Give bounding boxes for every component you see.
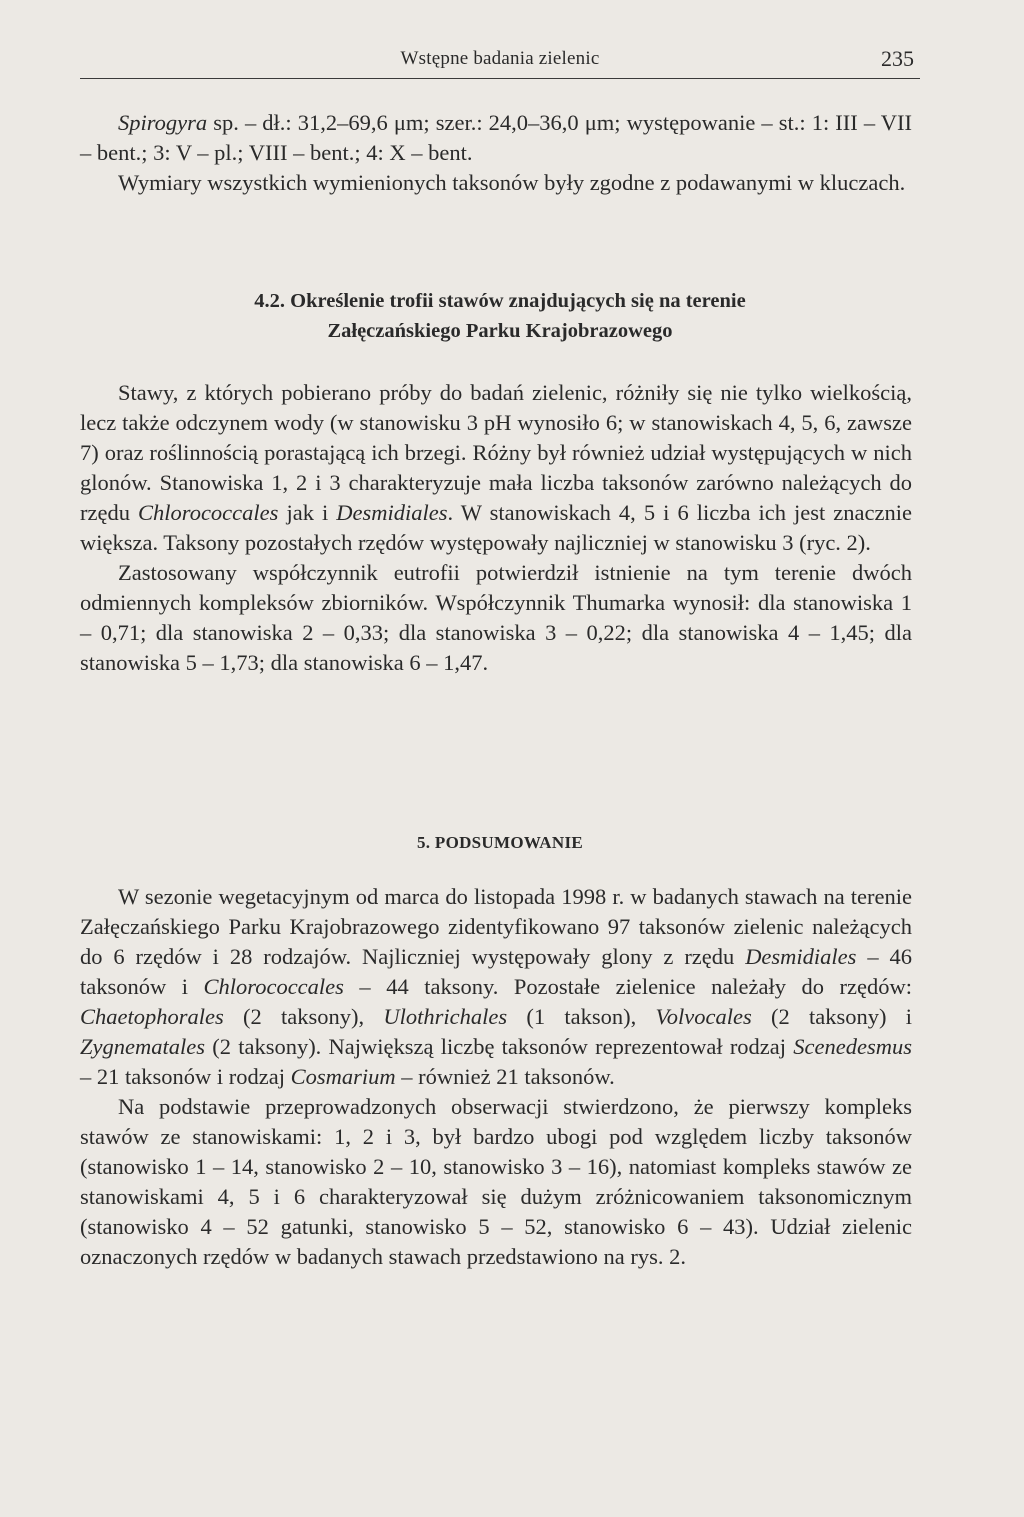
eutrophy-paragraph: Zastosowany współczynnik eutrofii potwierdził istnienie na tym terenie dwóch odmiennych kompleksów zbiorników. Współczynnik Thumarka wynosił: dla stanowiska 1 – 0,71; dla stanowiska 2 – 0,33; dla stanowiska 3 – 0,22; dla stanowiska 4 – 1,45; dla stanowiska 5 – 1,73; dla stanowiska 6 – 1,47. <box>80 560 912 675</box>
text-run: – również 21 taksonów. <box>395 1064 615 1089</box>
section-heading-line1: 4.2. Określenie trofii stawów znajdujących się na terenie <box>254 290 746 312</box>
taxon-name: Chaetophorales <box>80 1004 224 1029</box>
dimensions-paragraph: Wymiary wszystkich wymienionych taksonów były zgodne z podawanymi w kluczach. <box>118 170 906 195</box>
running-header <box>80 46 920 79</box>
section-heading-5: 5. PODSUMOWANIE <box>416 833 583 852</box>
section-heading-line2: Załęczańskiego Parku Krajobrazowego <box>327 320 673 342</box>
taxon-name: Zygnematales <box>80 1034 205 1059</box>
summary-body <box>80 882 912 1272</box>
genus-name: Spirogyra <box>118 110 208 135</box>
text-run: jak i <box>278 500 337 525</box>
taxon-name: Chlorococcales <box>203 974 344 999</box>
taxon-name: Chlorococcales <box>138 500 279 525</box>
taxon-name: Volvocales <box>655 1004 752 1029</box>
text-run: (2 taksony), <box>223 1004 384 1029</box>
ponds-paragraph <box>80 378 912 558</box>
taxon-name: Cosmarium <box>290 1064 396 1089</box>
text-run: (2 taksony) i <box>751 1004 913 1029</box>
summary-paragraph-2: Na podstawie przeprowadzonych obserwacji stwierdzono, że pierwszy kompleks stawów ze stanowiskami: 1, 2 i 3, był bardzo ubogi pod względem liczby taksonów (stanowisko 1 – 14, stanowisko 2 – 10, stanowisko 3 – 16), natomiast kompleks stawów ze stanowiskami 4, 5 i 6 charakteryzował się dużym zróżnicowaniem taksonomicznym (stanowisko 4 – 52 gatunki, stanowisko 5 – 52, stanowisko 6 – 43). Udział zielenic oznaczonych rzędów w badanych stawach przedstawiono na rys. 2. <box>80 1094 912 1269</box>
text-run: – 21 taksonów i rodzaj <box>80 1064 291 1089</box>
spirogyra-paragraph <box>80 108 912 168</box>
text-run: W sezonie wegetacyjnym od marca do listopada 1998 r. w badanych stawach na terenie Załęczańskiego Parku Krajobrazowego zidentyfikowano 97 taksonów zielenic należących do 6 rzędów i 28 rodzajów. Najliczniej występowały glony z rzędu <box>80 884 912 969</box>
text-run: (2 taksony). Największą liczbę taksonów reprezentował rodzaj <box>204 1034 794 1059</box>
section-heading-4-2 <box>80 286 920 346</box>
taxon-name: Scenedesmus <box>793 1034 912 1059</box>
spirogyra-text: sp. – dł.: 31,2–69,6 μm; szer.: 24,0–36,0 μm; występowanie – st.: 1: III – VII – bent.; 3: V – pl.; VIII – bent.; 4: X – bent. <box>80 110 912 165</box>
taxon-name: Desmidiales <box>336 500 448 525</box>
taxon-name: Desmidiales <box>745 944 857 969</box>
summary-paragraph-1 <box>80 882 912 1092</box>
text-run: – 46 taksonów i <box>80 944 912 999</box>
taxon-name: Ulothrichales <box>383 1004 508 1029</box>
text-run: (1 takson), <box>507 1004 656 1029</box>
section-4-2-body <box>80 378 912 678</box>
text-run: . W stanowiskach 4, 5 i 6 liczba ich jest znacznie większa. Taksony pozostałych rzędów występowały najliczniej w stanowisku 3 (ryc. 2). <box>80 500 912 555</box>
running-title: Wstępne badania zielenic <box>400 48 600 69</box>
page-number: 235 <box>881 46 914 71</box>
text-run: Stawy, z których pobierano próby do badań zielenic, różniły się nie tylko wielkością, lecz także odczynem wody (w stanowisku 3 pH wynosiło 6; w stanowiskach 4, 5, 6, zawsze 7) oraz roślinnością porastającą ich brzegi. Różny był również udział występujących w nich glonów. Stanowiska 1, 2 i 3 charakteryzuje mała liczba taksonów zarówno należących do rzędu <box>80 380 912 525</box>
text-run: – 44 taksony. Pozostałe zielenice należały do rzędów: <box>343 974 912 999</box>
intro-block <box>80 108 912 198</box>
